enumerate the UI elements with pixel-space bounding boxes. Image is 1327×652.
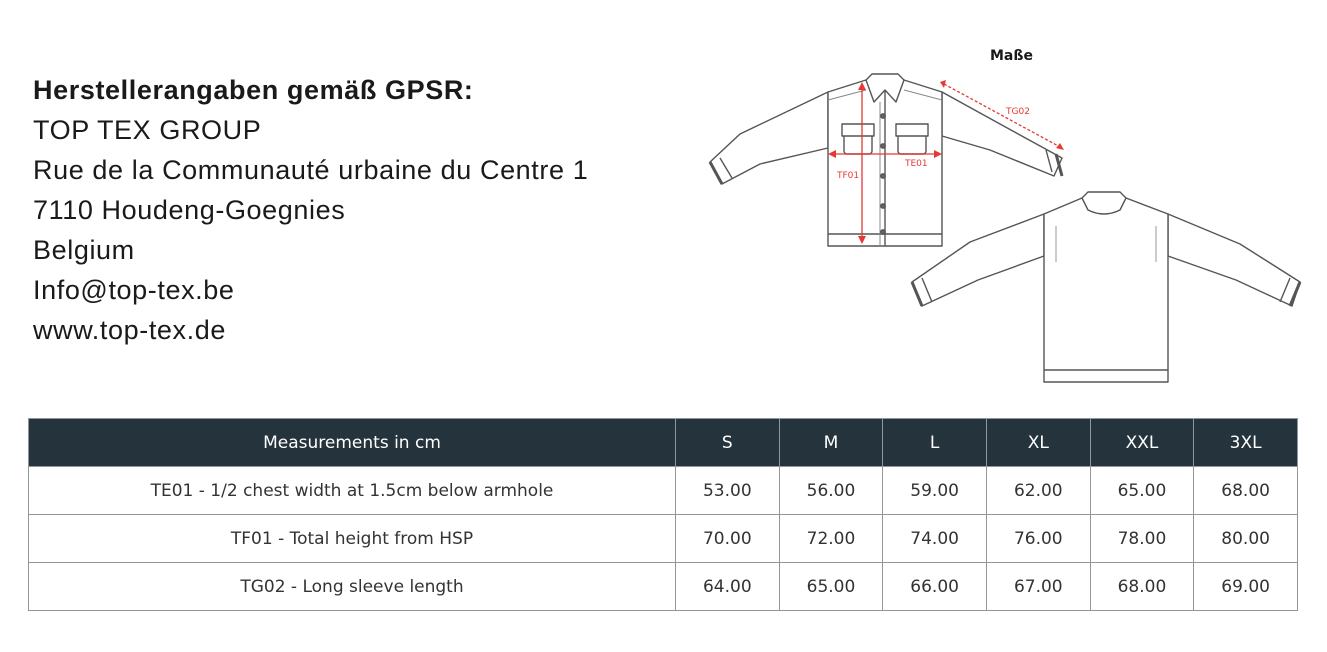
table-cell: 66.00 xyxy=(883,563,987,611)
table-row xyxy=(29,563,1298,611)
measurement-name: TE01 - 1/2 chest width at 1.5cm below armhole xyxy=(29,467,676,515)
table-cell: 65.00 xyxy=(1090,467,1194,515)
shirt-back-illustration xyxy=(912,192,1300,382)
shirt-front-illustration xyxy=(710,74,1062,246)
table-cell: 65.00 xyxy=(779,563,883,611)
size-chart-table xyxy=(28,418,1298,611)
diagram-title: Maße xyxy=(990,48,1033,64)
label-tg02: TG02 xyxy=(1006,107,1030,117)
manufacturer-heading: Herstellerangaben gemäß GPSR: xyxy=(33,75,474,105)
table-cell: 68.00 xyxy=(1090,563,1194,611)
shirt-diagram xyxy=(700,66,1320,396)
manufacturer-info xyxy=(33,70,588,350)
table-cell: 56.00 xyxy=(779,467,883,515)
company-name: TOP TEX GROUP xyxy=(33,115,262,145)
table-cell: 74.00 xyxy=(883,515,987,563)
column-header-xl: XL xyxy=(986,419,1090,467)
column-header-m: M xyxy=(779,419,883,467)
table-row xyxy=(29,467,1298,515)
table-cell: 80.00 xyxy=(1194,515,1298,563)
table-cell: 68.00 xyxy=(1194,467,1298,515)
column-header-xxl: XXL xyxy=(1090,419,1194,467)
table-row xyxy=(29,515,1298,563)
country: Belgium xyxy=(33,235,135,265)
postal-city: 7110 Houdeng-Goegnies xyxy=(33,195,346,225)
table-cell: 76.00 xyxy=(986,515,1090,563)
column-header-l: L xyxy=(883,419,987,467)
label-te01: TE01 xyxy=(905,159,928,169)
measurement-name: TF01 - Total height from HSP xyxy=(29,515,676,563)
table-cell: 72.00 xyxy=(779,515,883,563)
table-cell: 53.00 xyxy=(676,467,780,515)
email-text: Info@top-tex.be xyxy=(33,275,235,305)
table-cell: 69.00 xyxy=(1194,563,1298,611)
table-header-row xyxy=(29,419,1298,467)
table-cell: 70.00 xyxy=(676,515,780,563)
column-header-s: S xyxy=(676,419,780,467)
table-cell: 59.00 xyxy=(883,467,987,515)
column-header: Measurements in cm xyxy=(29,419,676,467)
table-cell: 62.00 xyxy=(986,467,1090,515)
measurement-name: TG02 - Long sleeve length xyxy=(29,563,676,611)
website-text: www.top-tex.de xyxy=(33,315,226,345)
table-cell: 67.00 xyxy=(986,563,1090,611)
table-cell: 64.00 xyxy=(676,563,780,611)
column-header-3xl: 3XL xyxy=(1194,419,1298,467)
label-tf01: TF01 xyxy=(837,171,860,181)
street-address: Rue de la Communauté urbaine du Centre 1 xyxy=(33,155,589,185)
table-cell: 78.00 xyxy=(1090,515,1194,563)
